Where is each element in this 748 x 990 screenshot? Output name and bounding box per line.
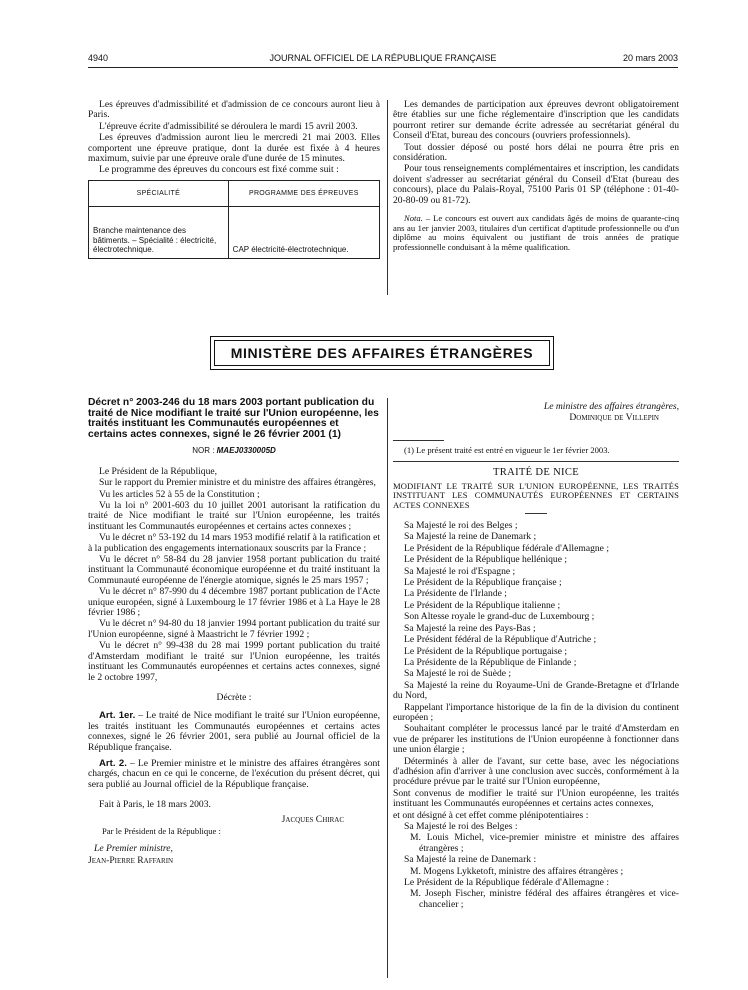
plenipotentiary-party: Sa Majesté la reine de Danemark :: [404, 854, 537, 866]
recital: Déterminés à aller de l'avant, sur cette base, avec les négociations d'adhésion afin d'arriver à une conclusion avec succès, conformément à la procédure prévue par le traité sur l'Union européenne,: [393, 755, 679, 788]
party: Sa Majesté le roi de Suède ;: [404, 668, 512, 680]
table-row: [89, 206, 380, 258]
president-signature: Jacques Chirac: [281, 813, 344, 825]
party: Le Président de la République italienne ;: [404, 599, 561, 611]
paragraph: Vu le décret n° 94-80 du 18 janvier 1994 portant publication du traité sur l'Union européenne, signé à Maastricht le 7 février 1992 ;: [88, 618, 380, 640]
party: Le Président fédéral de la République d'Autriche ;: [404, 634, 597, 646]
plenipotentiary-name: M. Joseph Fischer, ministre fédéral des affaires étrangères et vice-chancelier ;: [410, 888, 679, 910]
party: La Présidente de la République de Finlande ;: [404, 656, 577, 668]
nota-label: Nota.: [404, 213, 423, 224]
treaty-subtitle: MODIFIANT LE TRAITÉ SUR L'UNION EUROPÉENNE, LES TRAITÉS INSTITUANT LES COMMUNAUTÉS EUROPÉENNES ET CERTAINS ACTES CONNEXES: [393, 480, 679, 510]
table-cell: CAP électricité-électrotechnique.: [228, 206, 379, 258]
paragraph: L'épreuve écrite d'admissibilité se déroulera le mardi 15 avril 2003.: [99, 120, 358, 132]
paragraph: Vu le décret n° 99-438 du 28 mai 1999 portant publication du traité d'Amsterdam modifiant le traité sur l'Union européenne, les traités instituant les Communautés européennes et certains actes connexes, signé le 2 octobre 1997,: [88, 640, 380, 683]
issue-date: 20 mars 2003: [622, 53, 678, 63]
recital: et ont désigné à cet effet comme plénipotentiaires :: [393, 809, 589, 821]
nota-text: – Le concours est ouvert aux candidats âgés de moins de quarante-cinq ans au 1er janvier 2003, titulaires d'un certificat d'aptitude professionnelle ou d'un diplôme au moins équivalent ou justifiant de trois années de pratique professionnelle conduisant à la même qualification.: [393, 213, 679, 252]
article-text: – Le traité de Nice modifiant le traité sur l'Union européenne, les traités instituant les Communautés européennes et certains actes connexes, signé le 26 février 2001, sera publié au Journal officiel de la République française.: [88, 710, 380, 753]
party: Sa Majesté la reine du Royaume-Uni de Grande-Bretagne et d'Irlande du Nord,: [393, 679, 679, 702]
article-1: [88, 711, 380, 753]
plenipotentiary-party: Le Président de la République fédérale d'Allemagne :: [404, 877, 609, 889]
paragraph: Sur le rapport du Premier ministre et du ministre des affaires étrangères,: [99, 477, 376, 489]
top-left-column: [88, 100, 380, 259]
done-at: Fait à Paris, le 18 mars 2003.: [99, 799, 211, 811]
page-header: [88, 53, 678, 67]
party: Sa Majesté le roi des Belges ;: [404, 520, 518, 532]
party: Le Président de la République portugaise ;: [404, 645, 568, 657]
program-table: [88, 180, 380, 259]
recital: Sont convenus de modifier le traité sur l'Union européenne, les traités instituant les Communautés européennes et certains actes connexes,: [393, 787, 679, 810]
article-2: [88, 759, 380, 790]
party: Sa Majesté le roi d'Espagne ;: [404, 565, 516, 577]
fm-title: Le ministre des affaires étrangères,: [543, 401, 679, 412]
paragraph: Tout dossier déposé ou posté hors délai ne pourra être pris en considération.: [393, 141, 679, 164]
section-rule: [393, 461, 679, 462]
party: Le Président de la République fédérale d'Allemagne ;: [404, 542, 609, 554]
recital: Rappelant l'importance historique de la fin de la division du continent européen ;: [393, 701, 679, 723]
paragraph: Pour tous renseignements complémentaires et inscription, les candidats doivent s'adresser au secrétariat général du Conseil d'Etat (bureau des concours), place du Palais-Royal, 75100 Paris 01 SP (téléphone : 01-40-20-80-09 ou 81-72).: [393, 163, 679, 206]
party: Le Président de la République française ;: [404, 577, 562, 589]
table-cell: Branche maintenance des bâtiments. – Spécialité : électricité, électrotechnique.: [89, 206, 229, 258]
table-header-cell: PROGRAMME DES ÉPREUVES: [228, 180, 379, 206]
column-divider: [387, 398, 388, 978]
top-right-column: [393, 100, 679, 253]
paragraph: Vu la loi n° 2001-603 du 10 juillet 2001 autorisant la ratification du traité de Nice modifiant le traité sur l'Union européenne, les traités instituant les Communautés européennes et certains actes connexes ;: [88, 500, 380, 532]
party: Sa Majesté la reine de Danemark ;: [404, 531, 537, 543]
paragraph: Le programme des épreuves du concours est fixé comme suit :: [99, 164, 339, 176]
paragraph: Vu le décret n° 58-84 du 28 janvier 1958 portant publication du traité instituant la Communauté économique européenne et du traité instituant la Communauté européenne de l'énergie atomique, signés le 25 mars 1957 ;: [88, 554, 380, 586]
party: Le Président de la République hellénique ;: [404, 554, 568, 566]
recital: Souhaitant compléter le processus lancé par le traité d'Amsterdam en vue de préparer les institutions de l'Union européenne à fonctionner dans une union élargie ;: [393, 723, 679, 756]
party: Son Altesse royale le grand-duc de Luxembourg ;: [404, 611, 595, 623]
journal-title: JOURNAL OFFICIEL DE LA RÉPUBLIQUE FRANÇAISE: [269, 53, 497, 63]
pm-title: Le Premier ministre,: [94, 843, 173, 855]
fm-name: Dominique de Villepin: [569, 412, 659, 424]
decree-title: Décret n° 2003-246 du 18 mars 2003 portant publication du traité de Nice modifiant le traité sur l'Union européenne, les traités instituant les Communautés européennes et certains actes connexes, signé le 26 février 2001 (1): [88, 397, 379, 440]
treaty-title: TRAITÉ DE NICE: [493, 467, 579, 479]
paragraph: Les épreuves d'admission auront lieu le mercredi 21 mai 2003. Elles comportent une épreuve pratique, dont la durée est fixée à 4 heures maximum, suivie par une épreuve orale d'une durée de 15 minutes.: [88, 132, 380, 165]
header-rule: [88, 67, 678, 68]
paragraph: Les demandes de participation aux épreuves devront obligatoirement être établies sur une fiche réglementaire d'inscription que les candidats pourront retirer sur demande écrite adressée au secrétariat général du Conseil d'Etat, bureau des concours (ouvriers professionnels).: [393, 99, 679, 142]
paragraph: Vu les articles 52 à 55 de la Constitution ;: [99, 488, 260, 500]
pm-name: Jean-Pierre Raffarin: [88, 854, 174, 866]
party: Sa Majesté la reine des Pays-Bas ;: [404, 622, 536, 634]
page-number: 4940: [88, 53, 109, 63]
table-header-cell: SPÉCIALITÉ: [89, 180, 229, 206]
paragraph: Les épreuves d'admissibilité et d'admission de ce concours auront lieu à Paris.: [88, 99, 380, 121]
nor-label: NOR :: [192, 446, 217, 456]
nor-reference: [88, 446, 380, 456]
footnote-rule: [393, 440, 444, 441]
by-president: Par le Président de la République :: [102, 825, 221, 836]
article-label: Art. 2.: [99, 757, 127, 769]
paragraph: Vu le décret n° 53-192 du 14 mars 1953 modifié relatif à la ratification et à la publication des engagements internationaux souscrits par la France ;: [88, 532, 380, 554]
plenipotentiary-name: M. Mogens Lykketoft, ministre des affaires étrangères ;: [410, 865, 624, 877]
treaty-column: [393, 402, 679, 911]
plenipotentiary-name: M. Louis Michel, vice-premier ministre et ministre des affaires étrangères ;: [410, 832, 679, 854]
table-header-row: [89, 180, 380, 206]
ministry-heading: MINISTÈRE DES AFFAIRES ÉTRANGÈRES: [214, 340, 550, 366]
decree-column: [88, 398, 380, 867]
nor-value: MAEJ0330005D: [216, 446, 276, 456]
article-label: Art. 1er.: [99, 710, 136, 722]
nota-note: [393, 214, 679, 252]
paragraph: Le Président de la République,: [99, 465, 218, 477]
decrete: Décrète :: [216, 691, 252, 703]
column-divider: [387, 100, 388, 295]
article-text: – Le Premier ministre et le ministre des affaires étrangères sont chargés, chacun en ce qui le concerne, de l'exécution du présent décret, qui sera publié au Journal officiel de la République française.: [88, 757, 380, 790]
title-rule: [525, 513, 548, 514]
plenipotentiary-party: Sa Majesté le roi des Belges :: [404, 821, 518, 832]
party: La Présidente de l'Irlande ;: [404, 588, 507, 600]
footnote: (1) Le présent traité est entré en vigueur le 1er février 2003.: [404, 444, 610, 455]
paragraph: Vu le décret n° 87-990 du 4 décembre 1987 portant publication de l'Acte unique européen, signé à Luxembourg le 17 février 1986 et à La Haye le 28 février 1986 ;: [88, 586, 380, 619]
